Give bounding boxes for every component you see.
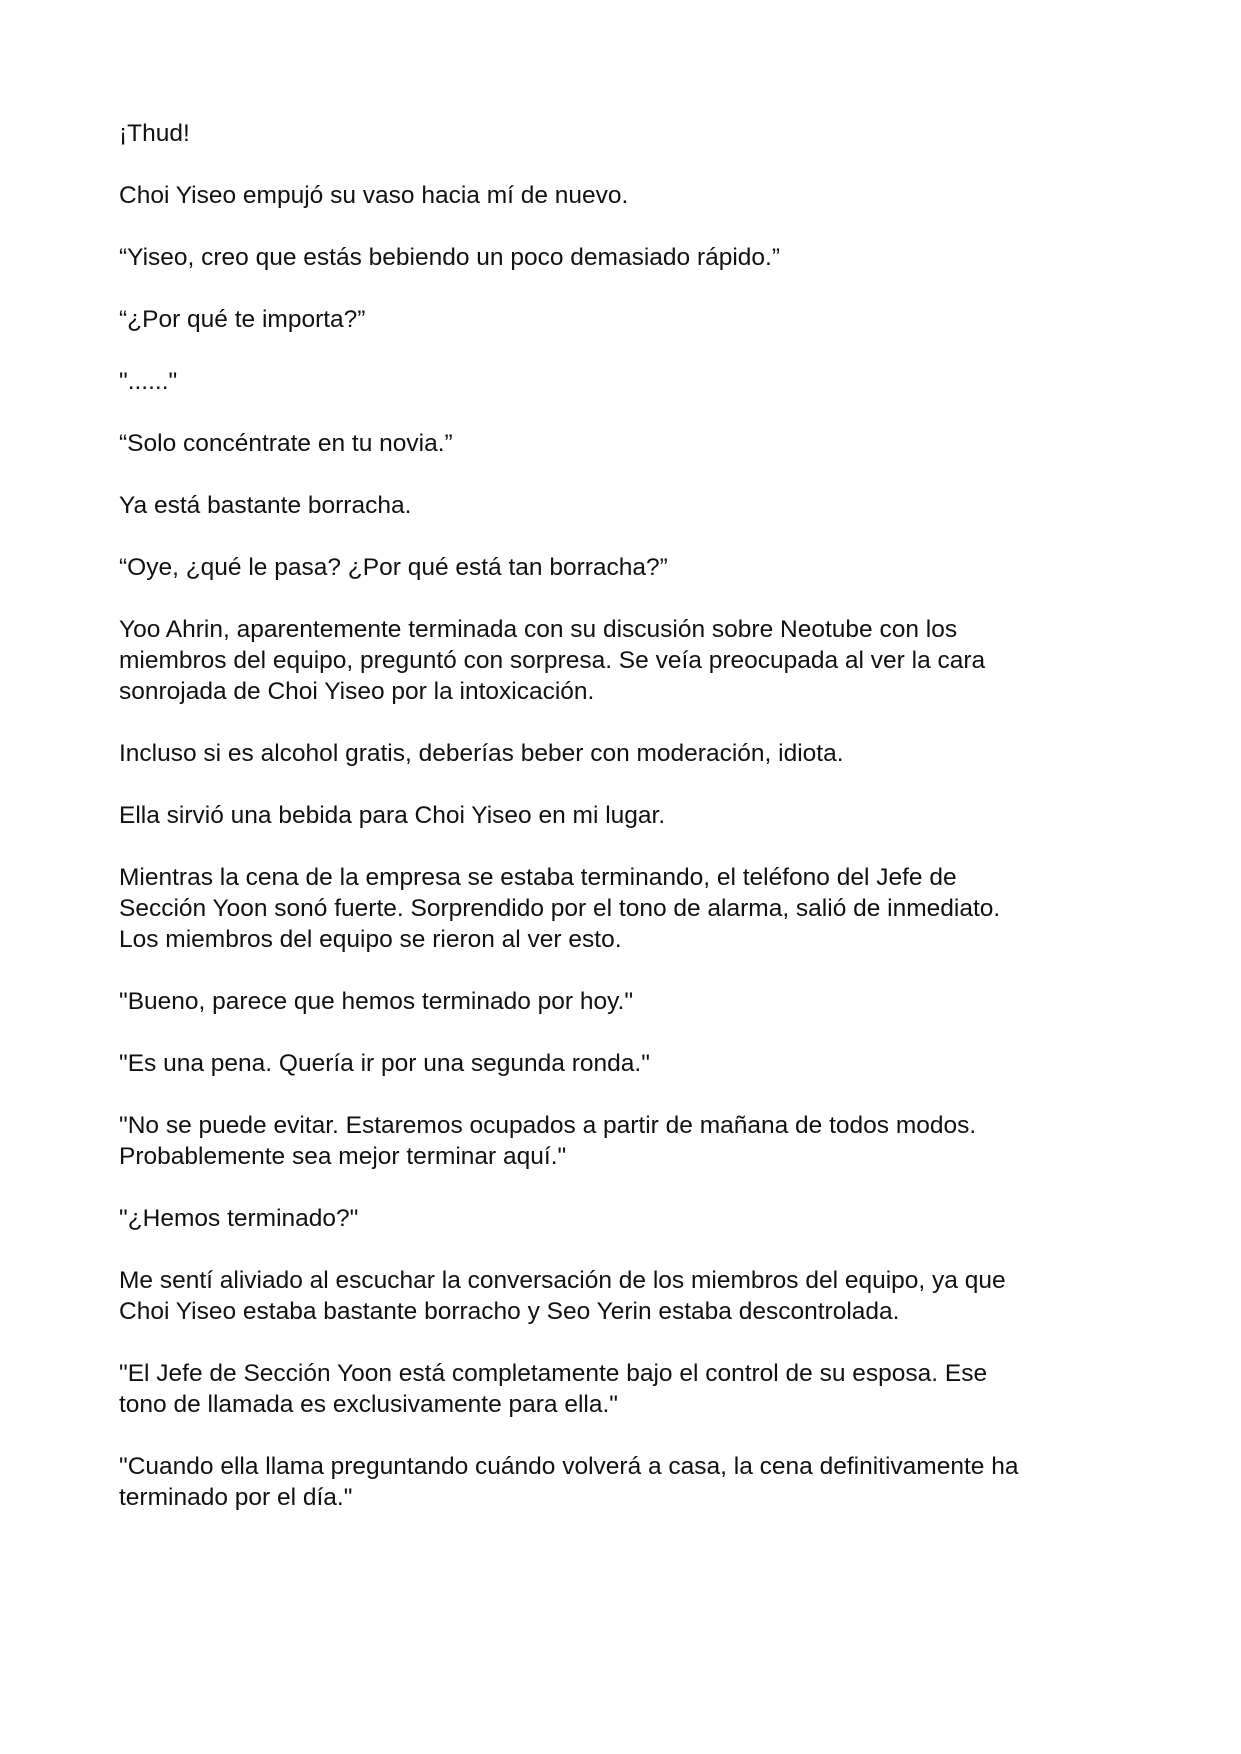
text-line: Choi Yiseo empujó su vaso hacia mí de nuevo. — [119, 182, 629, 209]
text-line: "......" — [119, 368, 178, 395]
text-line: ¡Thud! — [119, 120, 190, 147]
text-line: Choi Yiseo estaba bastante borracho y Seo Yerin estaba descontrolada. — [119, 1298, 900, 1325]
text-line: “Solo concéntrate en tu novia.” — [119, 430, 453, 457]
text-line: miembros del equipo, preguntó con sorpresa. Se veía preocupada al ver la cara — [119, 647, 986, 674]
text-line: "Cuando ella llama preguntando cuándo volverá a casa, la cena definitivamente ha — [119, 1453, 1019, 1480]
text-line: "¿Hemos terminado?" — [119, 1205, 359, 1232]
paragraph — [119, 1358, 1129, 1420]
paragraph — [119, 428, 1129, 459]
text-line: Ya está bastante borracha. — [119, 492, 412, 519]
paragraph — [119, 1110, 1129, 1172]
text-line: Ella sirvió una bebida para Choi Yiseo en mi lugar. — [119, 802, 666, 829]
text-line: “¿Por qué te importa?” — [119, 306, 366, 333]
paragraph — [119, 366, 1129, 397]
text-line: "Es una pena. Quería ir por una segunda ronda." — [119, 1050, 650, 1077]
text-line: Incluso si es alcohol gratis, deberías beber con moderación, idiota. — [119, 740, 844, 767]
text-line: sonrojada de Choi Yiseo por la intoxicación. — [119, 678, 595, 705]
paragraph — [119, 738, 1129, 769]
paragraph — [119, 986, 1129, 1017]
text-line: “Yiseo, creo que estás bebiendo un poco demasiado rápido.” — [119, 244, 781, 271]
text-line: Yoo Ahrin, aparentemente terminada con su discusión sobre Neotube con los — [119, 616, 958, 643]
text-line: Probablemente sea mejor terminar aquí." — [119, 1143, 567, 1170]
paragraph — [119, 1451, 1129, 1513]
paragraph — [119, 862, 1129, 955]
text-line: Los miembros del equipo se rieron al ver esto. — [119, 926, 622, 953]
paragraph — [119, 242, 1129, 273]
text-line: Mientras la cena de la empresa se estaba terminando, el teléfono del Jefe de — [119, 864, 957, 891]
document-body — [119, 118, 1129, 1544]
paragraph — [119, 180, 1129, 211]
paragraph — [119, 304, 1129, 335]
paragraph — [119, 1265, 1129, 1327]
paragraph — [119, 614, 1129, 707]
text-line: terminado por el día." — [119, 1484, 353, 1511]
text-line: Me sentí aliviado al escuchar la conversación de los miembros del equipo, ya que — [119, 1267, 1006, 1294]
paragraph — [119, 552, 1129, 583]
paragraph — [119, 800, 1129, 831]
text-line: "Bueno, parece que hemos terminado por hoy." — [119, 988, 634, 1015]
text-line: Sección Yoon sonó fuerte. Sorprendido por el tono de alarma, salió de inmediato. — [119, 895, 1001, 922]
text-line: "No se puede evitar. Estaremos ocupados a partir de mañana de todos modos. — [119, 1112, 977, 1139]
paragraph — [119, 1048, 1129, 1079]
text-line: "El Jefe de Sección Yoon está completamente bajo el control de su esposa. Ese — [119, 1360, 988, 1387]
paragraph — [119, 118, 1129, 149]
paragraph — [119, 490, 1129, 521]
paragraph — [119, 1203, 1129, 1234]
text-line: tono de llamada es exclusivamente para ella." — [119, 1391, 618, 1418]
text-line: “Oye, ¿qué le pasa? ¿Por qué está tan borracha?” — [119, 554, 668, 581]
